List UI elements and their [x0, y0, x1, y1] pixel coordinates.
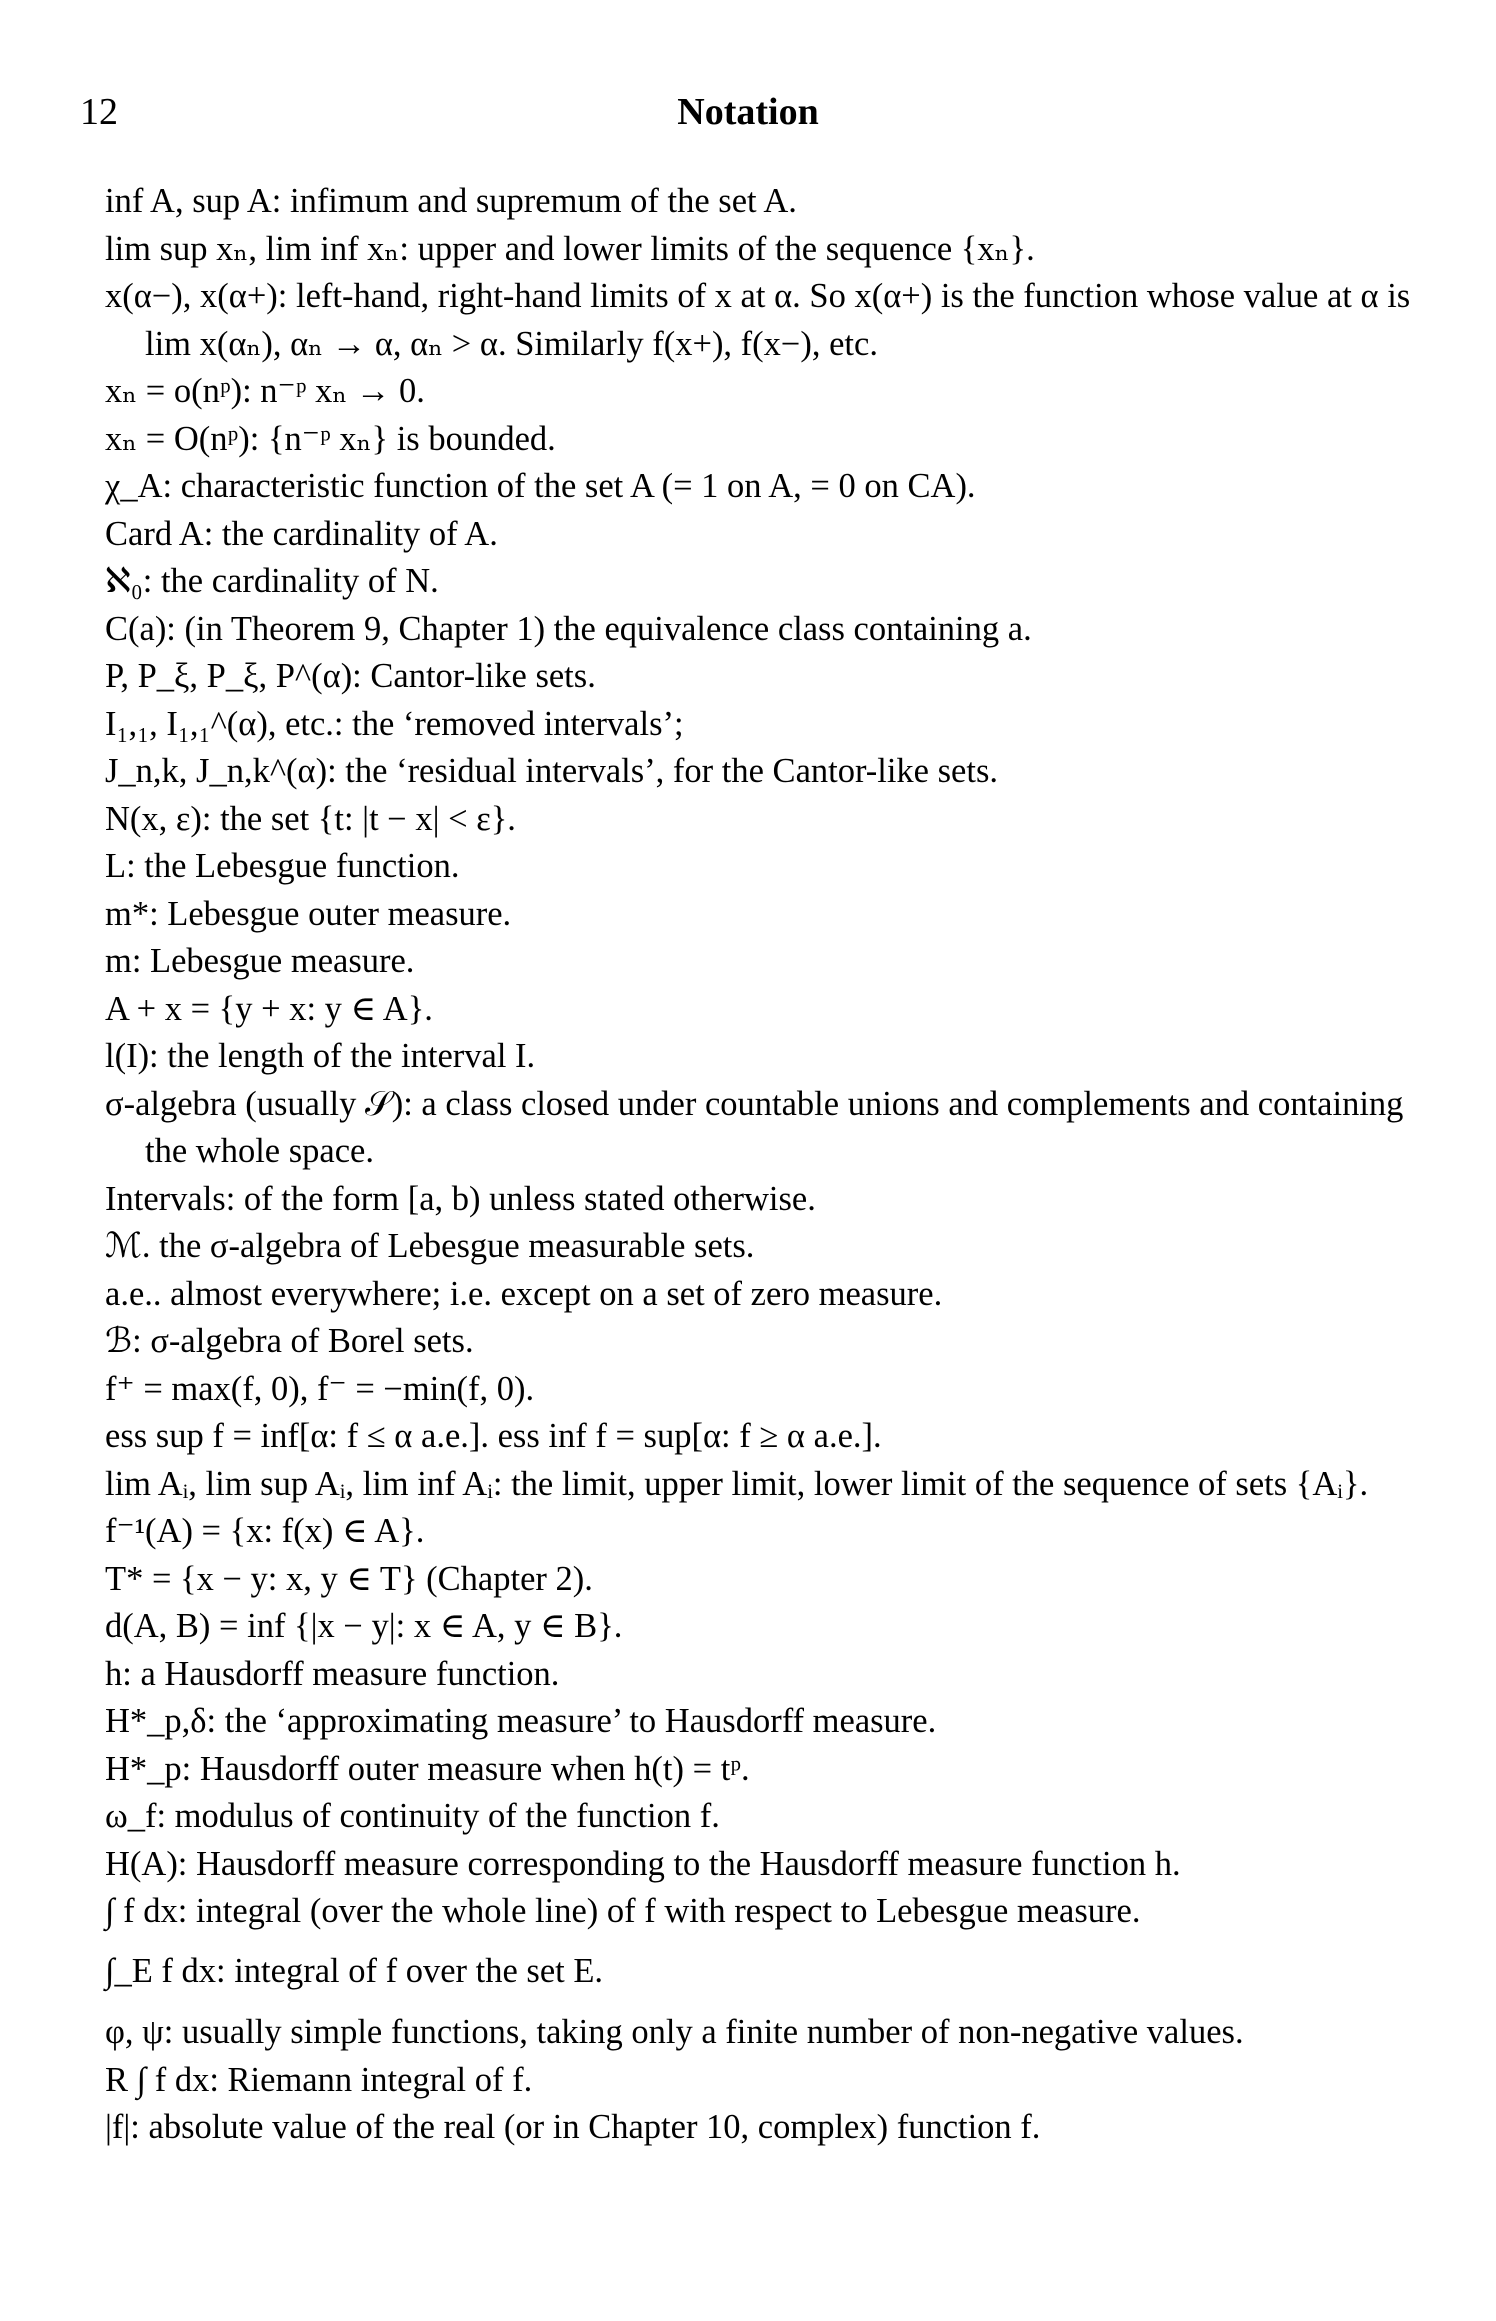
- notation-entry: ω_f: modulus of continuity of the function f.: [105, 1797, 720, 1835]
- notation-entry: H*_p,δ: the ‘approximating measure’ to Hausdorff measure.: [105, 1702, 937, 1740]
- notation-entry: φ, ψ: usually simple functions, taking only a finite number of non-negative values.: [105, 2013, 1244, 2051]
- notation-entry: T* = {x − y: x, y ∈ T} (Chapter 2).: [105, 1559, 593, 1598]
- notation-entry: lim Aᵢ, lim sup Aᵢ, lim inf Aᵢ: the limit, upper limit, lower limit of the sequence of sets {Aᵢ}.: [105, 1464, 1369, 1503]
- page-header: [0, 90, 1496, 140]
- notation-entry: lim sup xₙ, lim inf xₙ: upper and lower limits of the sequence {xₙ}.: [105, 229, 1035, 268]
- notation-entry: H*_p: Hausdorff outer measure when h(t) = tᵖ.: [105, 1749, 750, 1788]
- notation-entry: ℳ. the σ-algebra of Lebesgue measurable sets.: [105, 1227, 755, 1265]
- notation-entry: N(x, ε): the set {t: |t − x| < ε}.: [105, 799, 516, 838]
- notation-entry: x(α−), x(α+): left-hand, right-hand limits of x at α. So x(α+) is the function whose value at α is lim x(αₙ), αₙ → α, αₙ > α. Similarly f(x+), f(x−), etc.: [105, 277, 1411, 363]
- notation-entry: I₁,₁, I₁,₁^(α), etc.: the ‘removed intervals’;: [105, 704, 684, 743]
- notation-entry: P, P_ξ, P_ξ, P^(α): Cantor-like sets.: [105, 657, 596, 695]
- notation-entry: L: the Lebesgue function.: [105, 847, 460, 885]
- notation-entry: m: Lebesgue measure.: [105, 942, 415, 980]
- notation-entry: xₙ = o(nᵖ): n⁻ᵖ xₙ → 0.: [105, 372, 425, 410]
- notation-entry: σ-algebra (usually 𝒮): a class closed under countable unions and complements and containing the whole space.: [105, 1084, 1404, 1170]
- notation-entry: m*: Lebesgue outer measure.: [105, 894, 512, 933]
- notation-entry: C(a): (in Theorem 9, Chapter 1) the equivalence class containing a.: [105, 609, 1032, 648]
- notation-entry: a.e.. almost everywhere; i.e. except on a set of zero measure.: [105, 1274, 943, 1313]
- notation-entry: h: a Hausdorff measure function.: [105, 1654, 560, 1693]
- notation-list: [105, 178, 1435, 2152]
- notation-entry: f⁺ = max(f, 0), f⁻ = −min(f, 0).: [105, 1369, 535, 1408]
- notation-entry: ∫ f dx: integral (over the whole line) of f with respect to Lebesgue measure.: [105, 1892, 1141, 1930]
- notation-entry: ℵ₀: the cardinality of N.: [105, 562, 439, 600]
- notation-entry: ∫_E f dx: integral of f over the set E.: [105, 1951, 604, 1990]
- notation-entry: inf A, sup A: infimum and supremum of the set A.: [105, 182, 797, 220]
- notation-entry: A + x = {y + x: y ∈ A}.: [105, 989, 433, 1028]
- notation-entry: χ_A: characteristic function of the set A (= 1 on A, = 0 on CA).: [105, 467, 976, 505]
- page-number: 12: [80, 91, 118, 133]
- notation-entry: H(A): Hausdorff measure corresponding to the Hausdorff measure function h.: [105, 1844, 1181, 1883]
- notation-entry: ℬ: σ-algebra of Borel sets.: [105, 1322, 474, 1360]
- notation-entry: l(I): the length of the interval I.: [105, 1037, 536, 1075]
- notation-entry: J_n,k, J_n,k^(α): the ‘residual intervals’, for the Cantor-like sets.: [105, 752, 998, 790]
- notation-entry: Card A: the cardinality of A.: [105, 514, 498, 553]
- notation-entry: R ∫ f dx: Riemann integral of f.: [105, 2060, 533, 2099]
- running-title: Notation: [677, 91, 819, 133]
- notation-entry: xₙ = O(nᵖ): {n⁻ᵖ xₙ} is bounded.: [105, 419, 556, 458]
- notation-entry: |f|: absolute value of the real (or in Chapter 10, complex) function f.: [105, 2108, 1041, 2146]
- notation-entry: ess sup f = inf[α: f ≤ α a.e.]. ess inf f = sup[α: f ≥ α a.e.].: [105, 1417, 882, 1455]
- notation-entry: Intervals: of the form [a, b) unless stated otherwise.: [105, 1179, 816, 1218]
- notation-entry: f⁻¹(A) = {x: f(x) ∈ A}.: [105, 1512, 425, 1550]
- notation-entry: d(A, B) = inf {|x − y|: x ∈ A, y ∈ B}.: [105, 1607, 623, 1645]
